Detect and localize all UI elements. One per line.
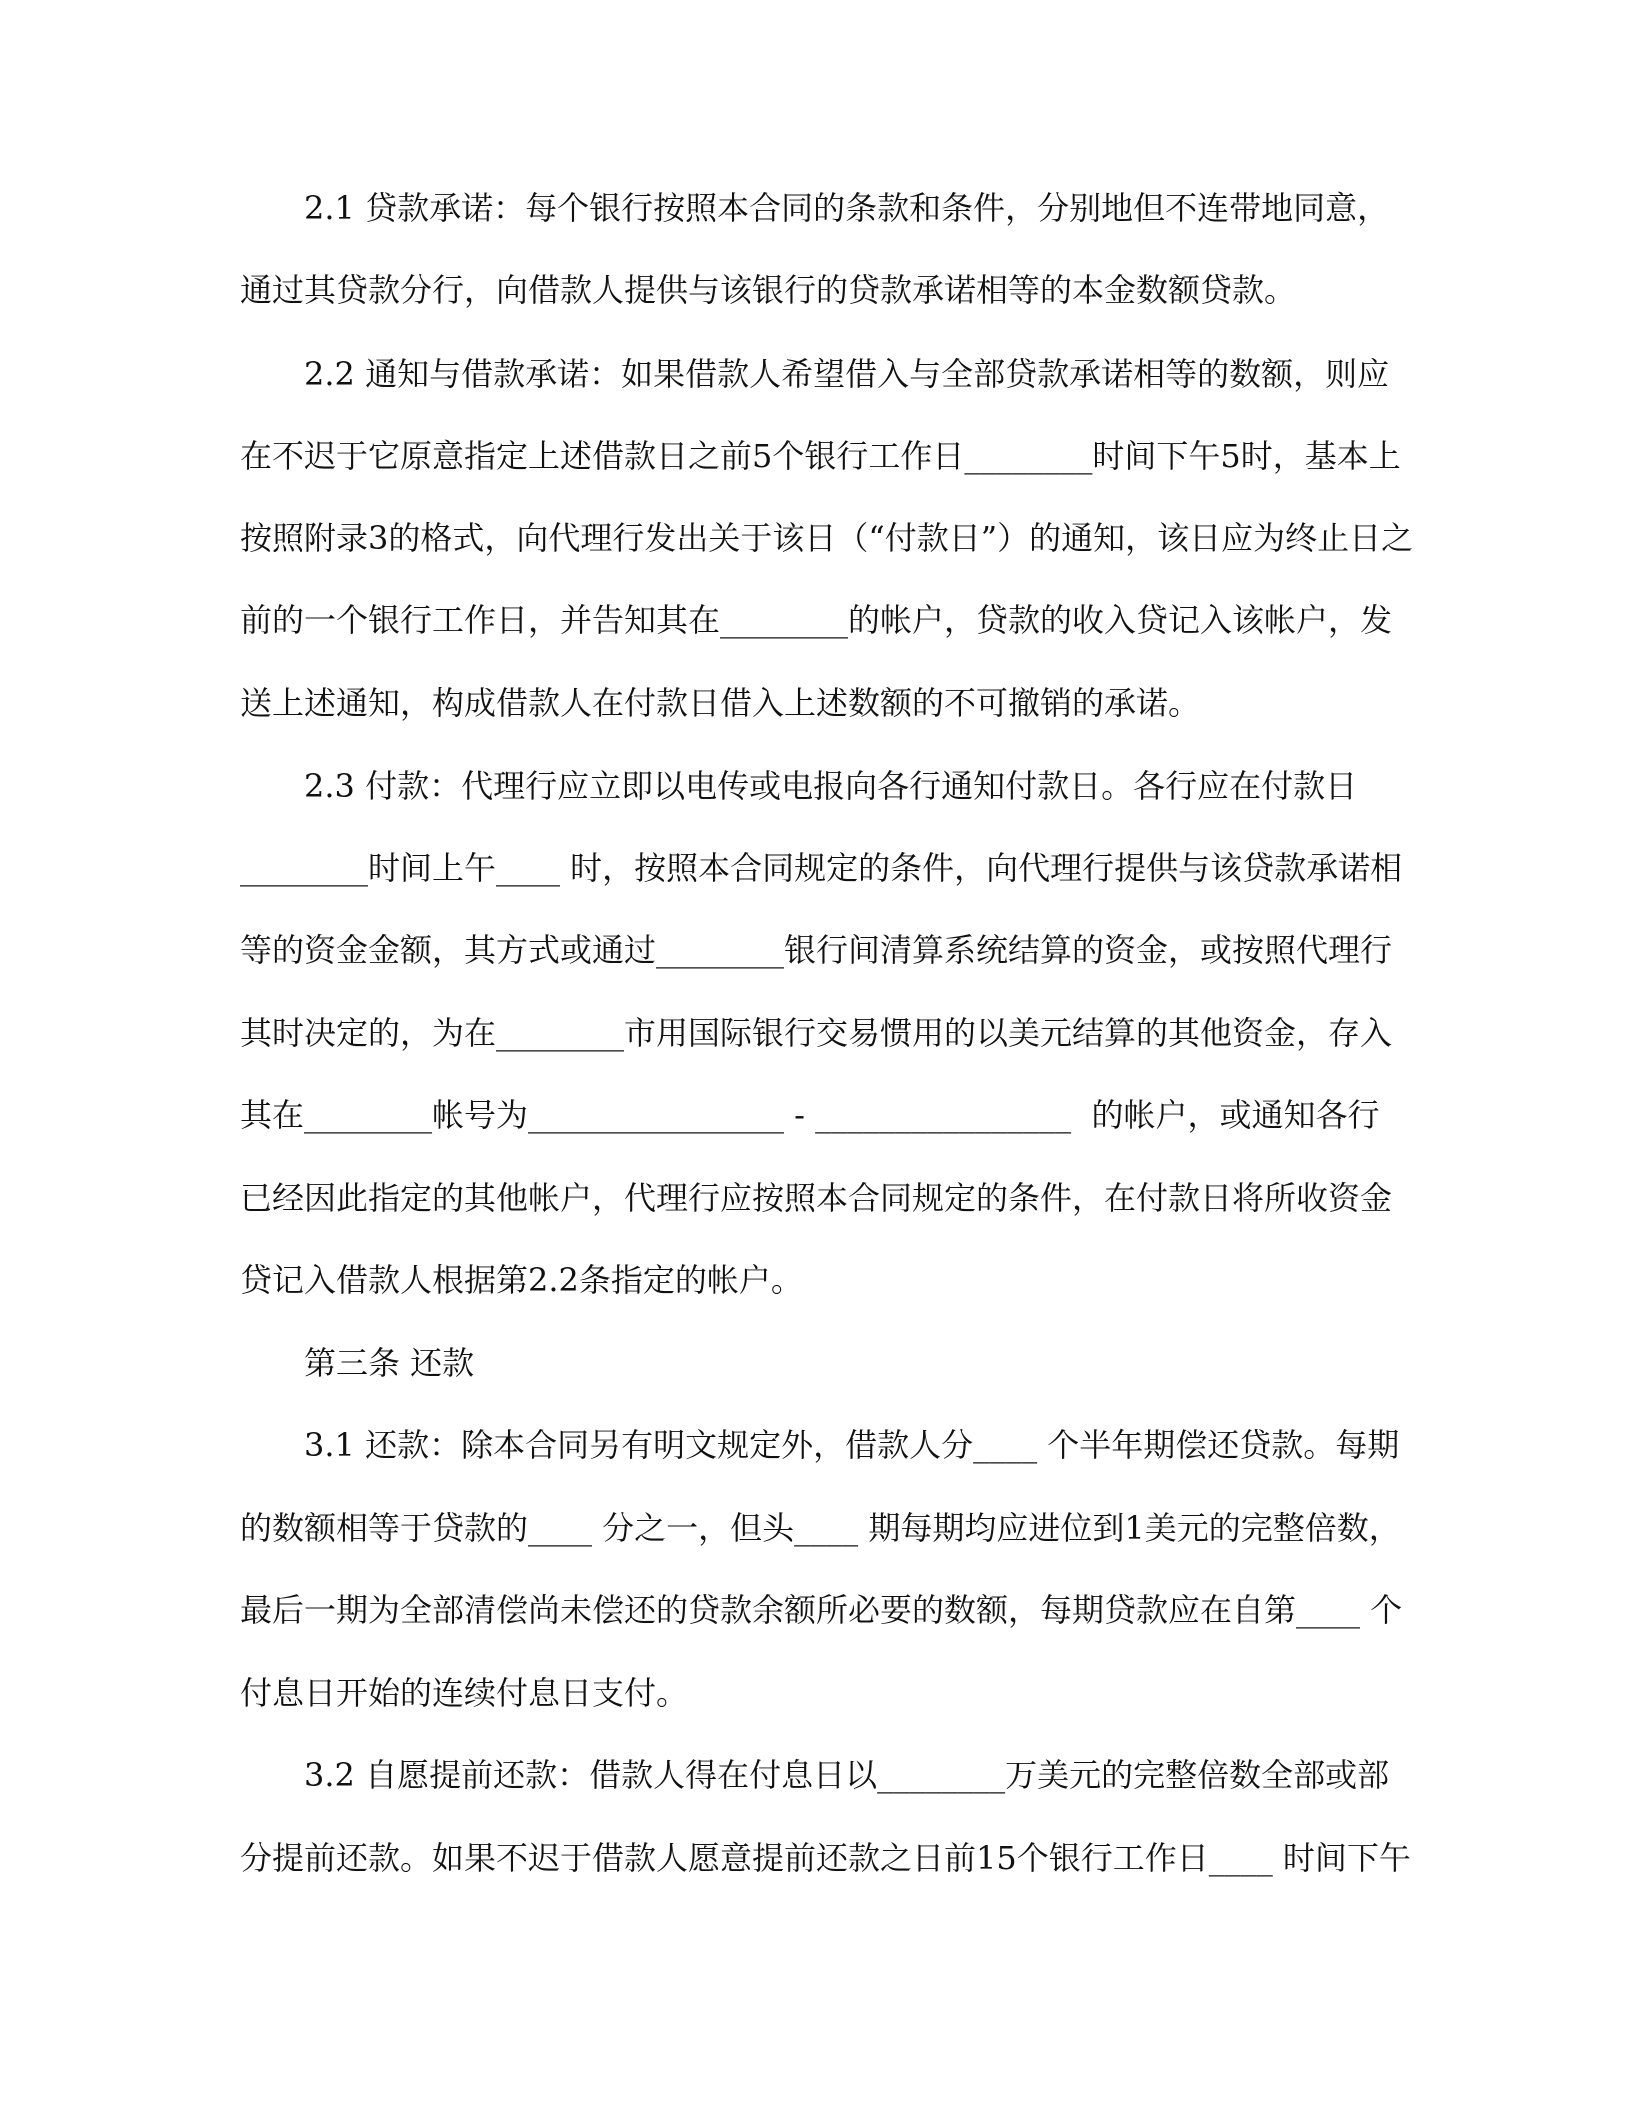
- paragraph-line: 其在________帐号为________________ - ________________ 的帐户，或通知各行: [240, 1096, 1380, 1134]
- paragraph-line: 分提前还款。如果不迟于借款人愿意提前还款之日前15个银行工作日____ 时间下午: [240, 1839, 1411, 1877]
- section-heading: 第三条 还款: [304, 1344, 475, 1382]
- paragraph-line: 2.1 贷款承诺：每个银行按照本合同的条款和条件，分别地但不连带地同意，: [304, 189, 1390, 227]
- paragraph-line: 3.2 自愿提前还款：借款人得在付息日以________万美元的完整倍数全部或部: [304, 1756, 1390, 1794]
- paragraph-line: 最后一期为全部清偿尚未偿还的贷款余额所必要的数额，每期贷款应在自第____ 个: [240, 1591, 1403, 1629]
- paragraph-line: 送上述通知，构成借款人在付款日借入上述数额的不可撤销的承诺。: [240, 684, 1201, 722]
- paragraph-line: 在不迟于它原意指定上述借款日之前5个银行工作日________时间下午5时，基本上: [240, 437, 1401, 475]
- paragraph-line: 付息日开始的连续付息日支付。: [240, 1674, 689, 1712]
- paragraph-line: 通过其贷款分行，向借款人提供与该银行的贷款承诺相等的本金数额贷款。: [240, 271, 1297, 309]
- paragraph-line: 其时决定的，为在________市用国际银行交易惯用的以美元结算的其他资金，存入: [240, 1014, 1393, 1052]
- paragraph-line: 2.3 付款：代理行应立即以电传或电报向各行通知付款日。各行应在付款日: [304, 767, 1358, 805]
- paragraph-line: 贷记入借款人根据第2.2条指定的帐户。: [240, 1261, 803, 1299]
- paragraph-line: 按照附录3的格式，向代理行发出关于该日（“付款日”）的通知，该日应为终止日之: [240, 519, 1414, 557]
- paragraph-line: 已经因此指定的其他帐户，代理行应按照本合同规定的条件，在付款日将所收资金: [240, 1179, 1393, 1217]
- paragraph-line: 的数额相等于贷款的____ 分之一，但头____ 期每期均应进位到1美元的完整倍数，: [240, 1509, 1401, 1547]
- paragraph-line: 前的一个银行工作日，并告知其在________的帐户，贷款的收入贷记入该帐户，发: [240, 601, 1393, 639]
- paragraph-line: 3.1 还款：除本合同另有明文规定外，借款人分____ 个半年期偿还贷款。每期: [304, 1426, 1400, 1464]
- paragraph-line: 等的资金金额，其方式或通过________银行间清算系统结算的资金，或按照代理行: [240, 931, 1393, 969]
- paragraph-line: 2.2 通知与借款承诺：如果借款人希望借入与全部贷款承诺相等的数额，则应: [304, 355, 1390, 393]
- paragraph-line: ________时间上午____ 时，按照本合同规定的条件，向代理行提供与该贷款承诺相: [240, 849, 1403, 887]
